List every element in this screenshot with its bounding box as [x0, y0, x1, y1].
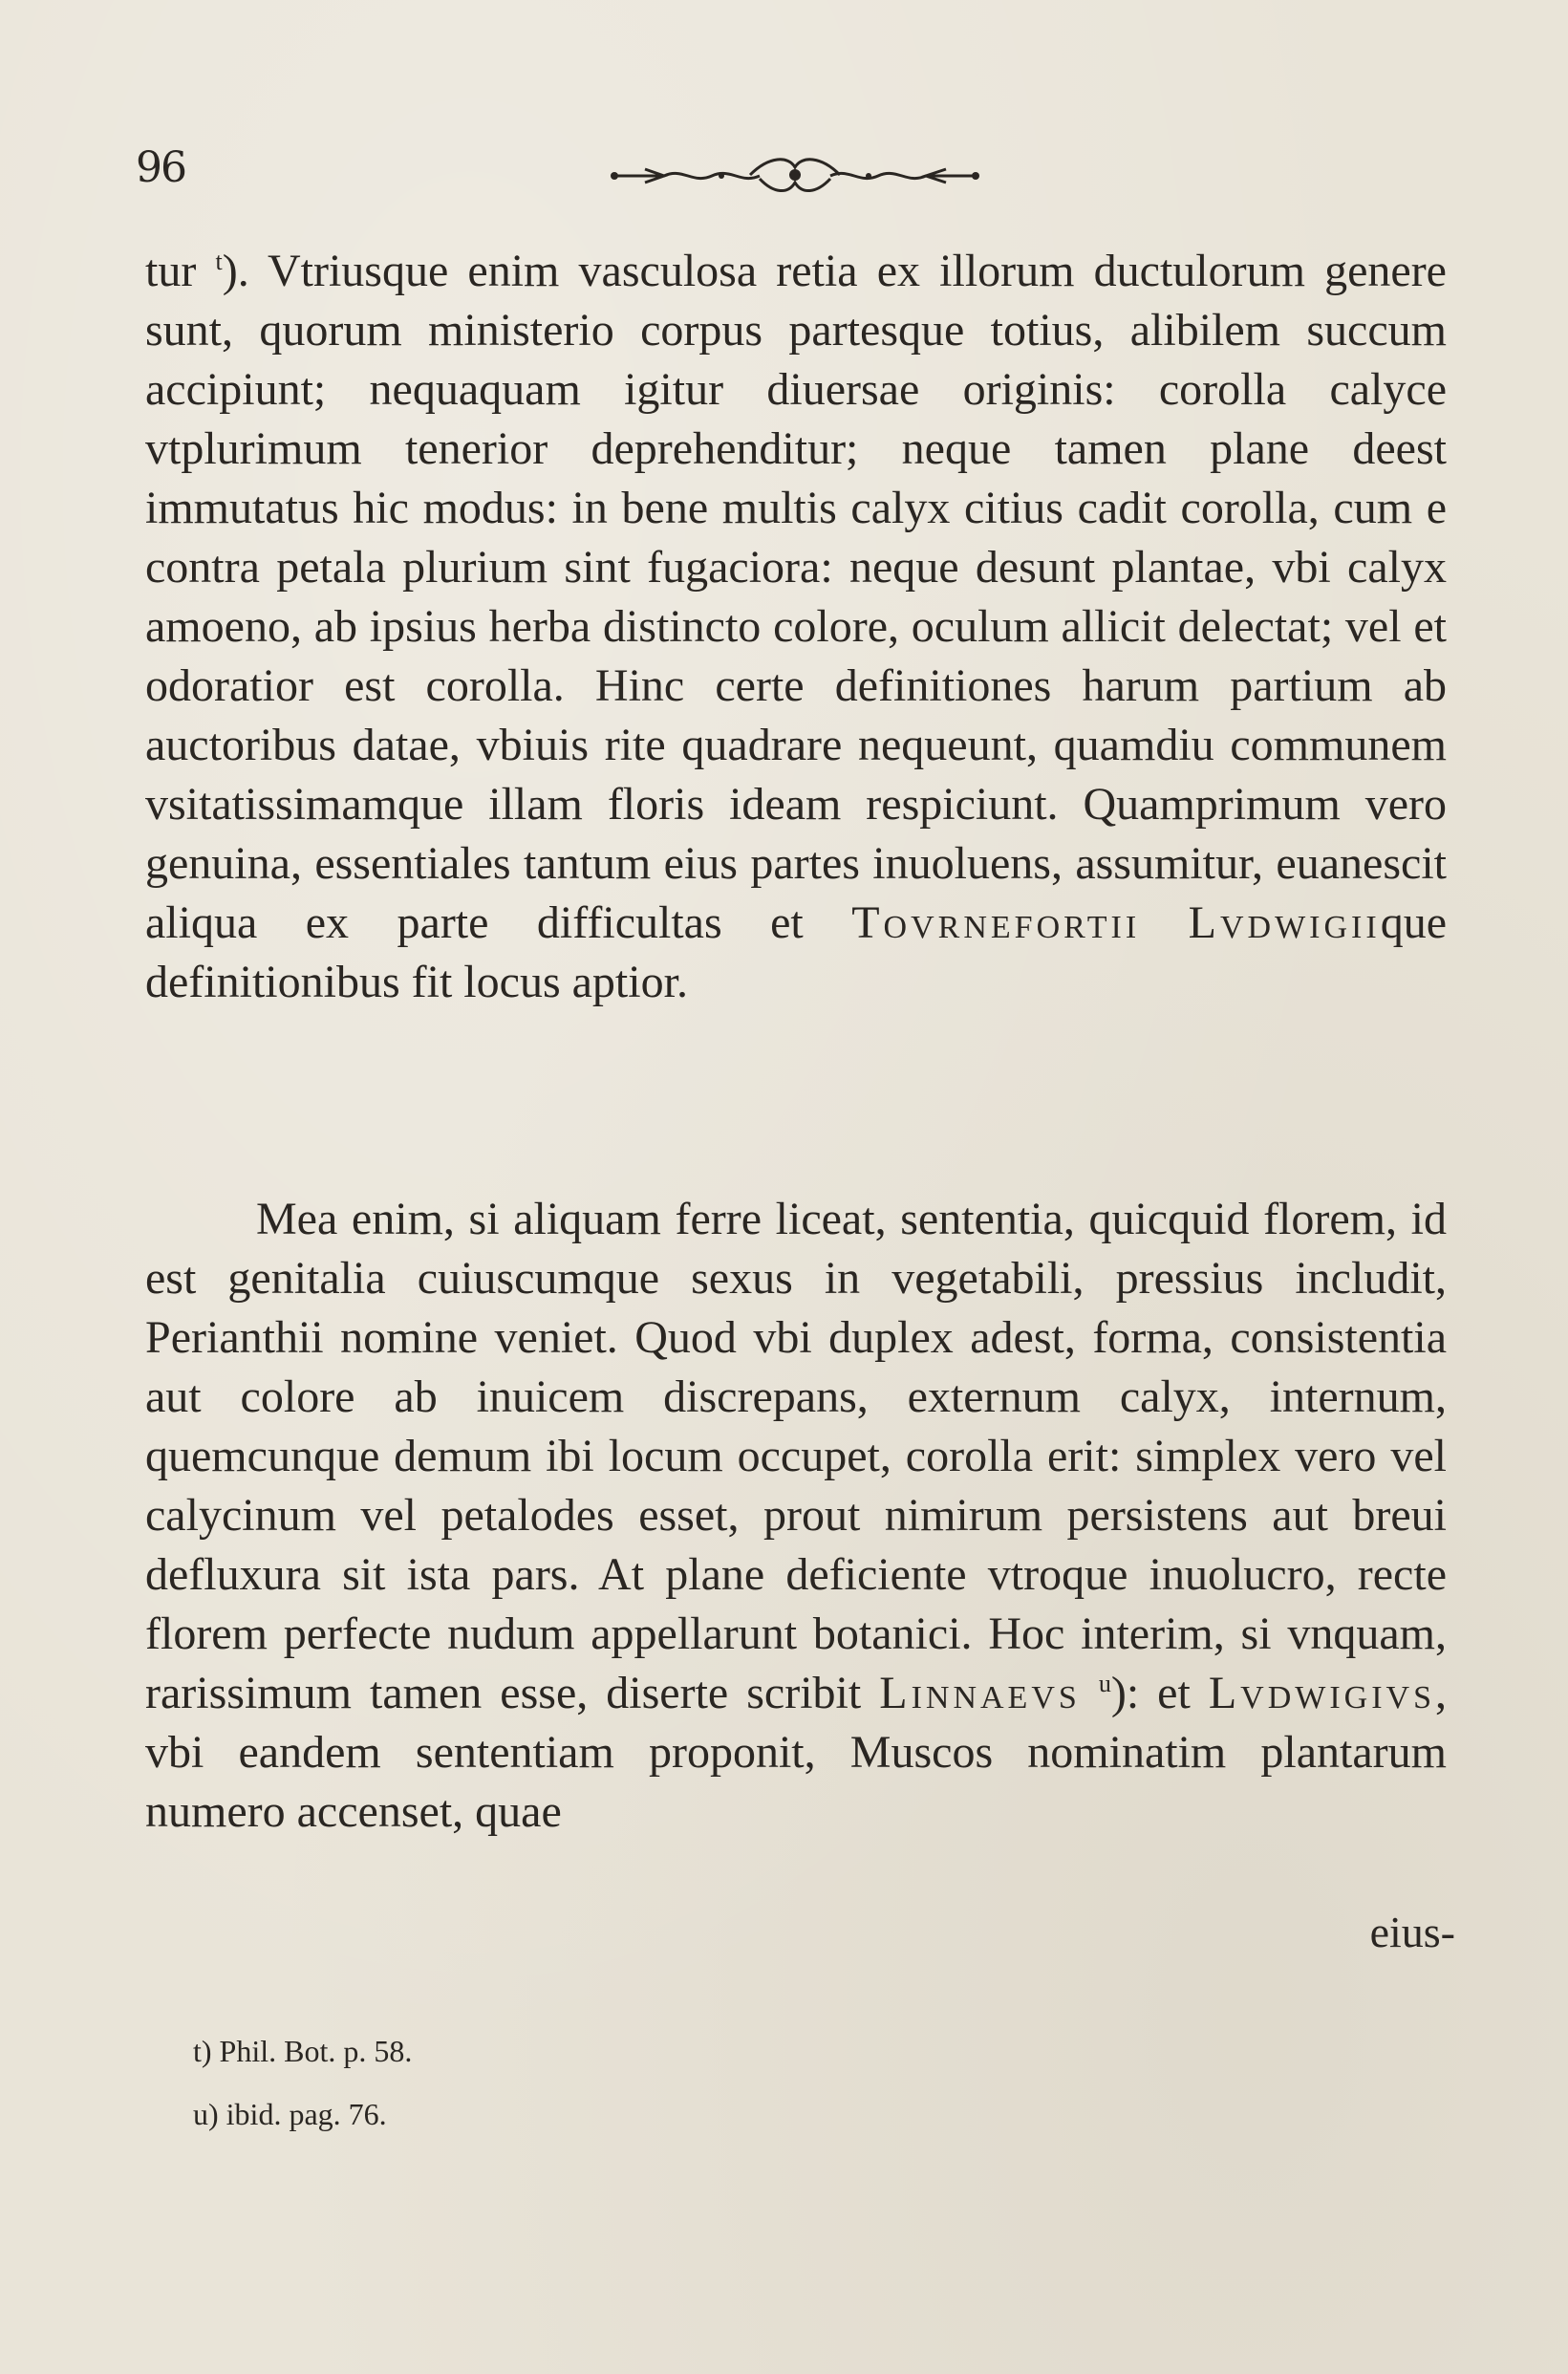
- footnote-t: t) Phil. Bot. p. 58.: [193, 2034, 413, 2068]
- page-number: 96: [136, 143, 185, 192]
- footnote-marker: t: [215, 248, 223, 275]
- text-run: que definitionibus fit locus aptior.: [145, 897, 1448, 1007]
- footnote-u: u) ibid. pag. 76.: [193, 2097, 387, 2131]
- author-name: Tovrnefortii: [851, 897, 1141, 948]
- text-run: , vbi eandem sententiam proponit, Muscos nominatim plantarum numero accenset, quae: [145, 1668, 1448, 1837]
- text-run: Mea enim, si aliquam ferre liceat, sententia, quicquid florem, id est genitalia cuiuscumque sexus in vegetabili, pressius includit, Perianthii nomine veniet. Quod vbi duplex adest, forma, consistentia aut colore ab inuicem discrepans, externum calyx, internum, quemcunque demum ibi locum occupet, corolla erit: simplex vero vel calycinum vel petalodes esset, prout nimirum persistens aut breui defluxura sit ista pars. At plane deficiente vtroque inuolucro, recte florem perfecte nudum appellarunt botanici. Hoc interim, si vnquam, rarissimum tamen esse, diserte scribit: [145, 1194, 1447, 1718]
- footnote-marker: u: [1098, 1670, 1111, 1697]
- author-name: Lvdwigii: [1188, 897, 1381, 948]
- author-name: Linnaevs: [879, 1668, 1081, 1718]
- text-run: ). Vtriusque enim vasculosa retia ex illorum ductulorum genere sunt, quorum ministerio corpus partesque totius, alibilem succum accipiunt; nequaquam igitur diuersae originis: corolla calyce vtplurimum tenerior deprehenditur; neque tamen plane deest immutatus hic modus: in bene multis calyx citius cadit corolla, cum e contra petala plurium sint fugaciora: neque desunt plantae, vbi calyx amoeno, ab ipsius herba distincto colore, oculum allicit delectat; vel et odoratior est corolla. Hinc certe definitiones harum partium ab auctoribus datae, vbiuis rite quadrare nequeunt, quamdiu communem vsitatissimamque illam floris ideam respiciunt. Quamprimum vero genuina, essentiales tantum eius partes inuoluens, assumitur, euanescit aliqua ex parte difficultas et: [145, 246, 1447, 948]
- ornament-headpiece: [607, 148, 984, 204]
- paragraph-2: [145, 1190, 1447, 1842]
- text-run: [1081, 1668, 1099, 1718]
- author-name: Lvdwigivs: [1208, 1668, 1436, 1718]
- catchword: eius-: [1369, 1908, 1455, 1956]
- text-run: [1140, 897, 1188, 948]
- text-run: tur: [145, 246, 216, 296]
- text-run: ): et: [1110, 1668, 1209, 1718]
- paragraph-1: [145, 242, 1447, 1012]
